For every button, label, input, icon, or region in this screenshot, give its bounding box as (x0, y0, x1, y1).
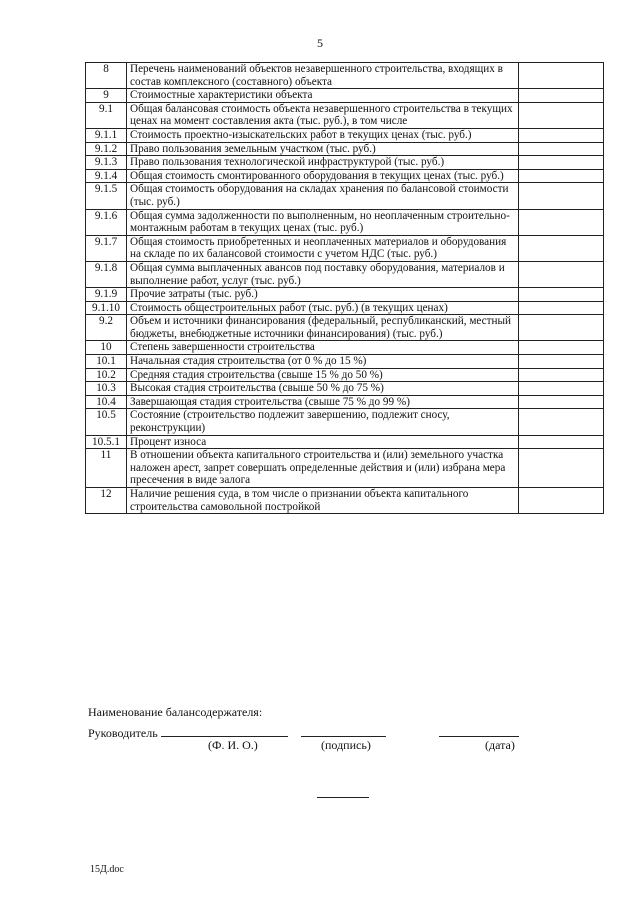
date-line[interactable] (439, 724, 519, 737)
row-number: 11 (86, 449, 127, 488)
table-row (86, 183, 604, 209)
balance-holder-label: Наименование балансодержателя: (88, 705, 263, 719)
row-description: Право пользования земельным участком (тыс. руб.) (127, 142, 519, 156)
row-number: 9.1.5 (86, 183, 127, 209)
end-dash (317, 797, 369, 798)
row-description: Степень завершенности строительства (127, 341, 519, 355)
row-description: Общая стоимость смонтированного оборудования в текущих ценах (тыс. руб.) (127, 169, 519, 183)
row-description: Общая стоимость оборудования на складах хранения по балансовой стоимости (тыс. руб.) (127, 183, 519, 209)
fio-caption: (Ф. И. О.) (208, 738, 258, 752)
row-value-cell[interactable] (519, 395, 604, 409)
row-description: В отношении объекта капитального строительства и (или) земельного участка наложен арест, запрет совершать определенные действия и (или) избрана мера пресечения в виде залога (127, 449, 519, 488)
table-row (86, 355, 604, 369)
row-value-cell[interactable] (519, 435, 604, 449)
row-value-cell[interactable] (519, 142, 604, 156)
row-number: 9.2 (86, 315, 127, 341)
table-row (86, 209, 604, 235)
head-label: Руководитель (88, 726, 158, 740)
row-number: 10.3 (86, 382, 127, 396)
row-number: 9.1 (86, 102, 127, 128)
table-row (86, 142, 604, 156)
row-number: 9.1.3 (86, 156, 127, 170)
row-description: Прочие затраты (тыс. руб.) (127, 288, 519, 302)
row-description: Общая стоимость приобретенных и неоплаченных материалов и оборудования на складе по их балансовой стоимости с учетом НДС (тыс. руб.) (127, 235, 519, 261)
table-body (86, 63, 604, 514)
row-value-cell[interactable] (519, 89, 604, 103)
row-value-cell[interactable] (519, 102, 604, 128)
table-row (86, 89, 604, 103)
row-value-cell[interactable] (519, 261, 604, 287)
row-number: 9.1.9 (86, 288, 127, 302)
table-row (86, 488, 604, 514)
row-value-cell[interactable] (519, 288, 604, 302)
row-description: Начальная стадия строительства (от 0 % до 15 %) (127, 355, 519, 369)
table-row (86, 261, 604, 287)
row-number: 10.4 (86, 395, 127, 409)
signature-block (88, 705, 519, 741)
row-number: 9.1.2 (86, 142, 127, 156)
row-number: 9.1.10 (86, 301, 127, 315)
row-value-cell[interactable] (519, 382, 604, 396)
row-number: 10.2 (86, 368, 127, 382)
row-value-cell[interactable] (519, 341, 604, 355)
row-value-cell[interactable] (519, 235, 604, 261)
row-description: Стоимость проектно-изыскательских работ в текущих ценах (тыс. руб.) (127, 128, 519, 142)
table-row (86, 368, 604, 382)
row-value-cell[interactable] (519, 409, 604, 435)
table-row (86, 435, 604, 449)
row-number: 10 (86, 341, 127, 355)
row-number: 10.5.1 (86, 435, 127, 449)
row-number: 9.1.1 (86, 128, 127, 142)
table-row (86, 341, 604, 355)
row-number: 10.1 (86, 355, 127, 369)
date-caption: (дата) (485, 738, 515, 752)
signature-line[interactable] (301, 724, 386, 737)
row-value-cell[interactable] (519, 301, 604, 315)
table-row (86, 301, 604, 315)
row-description: Общая сумма задолженности по выполненным, но неоплаченным строительно-монтажным работам в текущих ценах (тыс. руб.) (127, 209, 519, 235)
table-row (86, 128, 604, 142)
row-value-cell[interactable] (519, 355, 604, 369)
row-description: Общая балансовая стоимость объекта незавершенного строительства в текущих ценах на момент составления акта (тыс. руб.), в том числе (127, 102, 519, 128)
table-row (86, 382, 604, 396)
table-row (86, 395, 604, 409)
row-description: Стоимость общестроительных работ (тыс. руб.) (в текущих ценах) (127, 301, 519, 315)
table-row (86, 235, 604, 261)
row-value-cell[interactable] (519, 209, 604, 235)
row-description: Право пользования технологической инфраструктурой (тыс. руб.) (127, 156, 519, 170)
row-value-cell[interactable] (519, 449, 604, 488)
row-number: 9.1.7 (86, 235, 127, 261)
table-row (86, 169, 604, 183)
row-description: Наличие решения суда, в том числе о признании объекта капитального строительства самовольной постройкой (127, 488, 519, 514)
row-description: Высокая стадия строительства (свыше 50 % до 75 %) (127, 382, 519, 396)
row-number: 10.5 (86, 409, 127, 435)
row-description: Перечень наименований объектов незавершенного строительства, входящих в состав комплексного (составного) объекта (127, 63, 519, 89)
table-row (86, 288, 604, 302)
table-row (86, 102, 604, 128)
row-value-cell[interactable] (519, 128, 604, 142)
row-value-cell[interactable] (519, 169, 604, 183)
row-value-cell[interactable] (519, 63, 604, 89)
table-row (86, 409, 604, 435)
page-number: 5 (317, 36, 323, 50)
fio-line[interactable] (161, 724, 288, 737)
row-number: 9.1.6 (86, 209, 127, 235)
table-row (86, 63, 604, 89)
row-description: Стоимостные характеристики объекта (127, 89, 519, 103)
table-row (86, 315, 604, 341)
signature-caption: (подпись) (321, 738, 371, 752)
row-value-cell[interactable] (519, 315, 604, 341)
table-row (86, 449, 604, 488)
row-number: 12 (86, 488, 127, 514)
row-number: 8 (86, 63, 127, 89)
row-value-cell[interactable] (519, 156, 604, 170)
row-description: Средняя стадия строительства (свыше 15 % до 50 %) (127, 368, 519, 382)
row-description: Состояние (строительство подлежит завершению, подлежит сносу, реконструкции) (127, 409, 519, 435)
row-number: 9.1.8 (86, 261, 127, 287)
row-value-cell[interactable] (519, 488, 604, 514)
characteristics-table (85, 62, 604, 514)
row-number: 9.1.4 (86, 169, 127, 183)
row-description: Процент износа (127, 435, 519, 449)
file-name: 15Д.doc (90, 864, 124, 875)
row-value-cell[interactable] (519, 368, 604, 382)
row-value-cell[interactable] (519, 183, 604, 209)
row-number: 9 (86, 89, 127, 103)
row-description: Завершающая стадия строительства (свыше 75 % до 99 %) (127, 395, 519, 409)
table-row (86, 156, 604, 170)
row-description: Объем и источники финансирования (федеральный, республиканский, местный бюджеты, внебюджетные источники финансирования) (тыс. руб.) (127, 315, 519, 341)
row-description: Общая сумма выплаченных авансов под поставку оборудования, материалов и выполнение работ, услуг (тыс. руб.) (127, 261, 519, 287)
